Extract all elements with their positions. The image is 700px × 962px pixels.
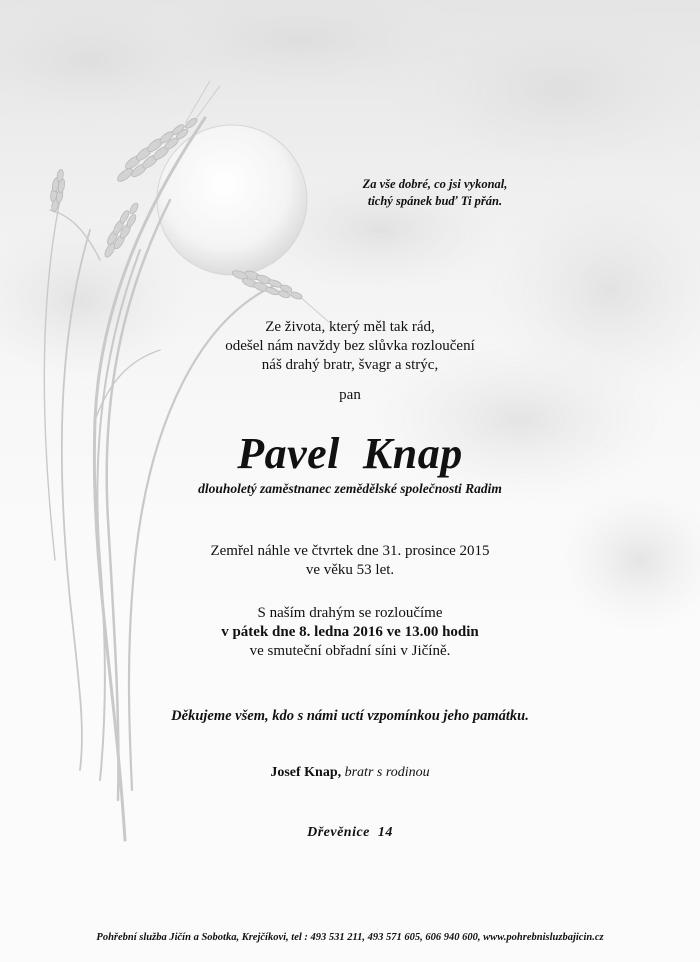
death-line-1: Zemřel náhle ve čtvrtek dne 31. prosince 2015 <box>210 543 490 559</box>
funeral-details <box>0 604 700 661</box>
motto-line-1: Za vše dobré, co jsi vykonal, <box>362 177 508 191</box>
family-signature <box>0 765 700 781</box>
family-address: Dřevěnice 14 <box>307 825 393 840</box>
family-relation: bratr s rodinou <box>344 765 430 780</box>
motto-verse <box>300 176 570 210</box>
death-announcement <box>0 542 700 580</box>
title-word: pan <box>339 387 361 403</box>
funeral-date-time: v pátek dne 8. ledna 2016 ve 13.00 hodin <box>221 624 479 640</box>
funeral-service-footer: Pohřební služba Jičín a Sobotka, Krejčíkovi, tel : 493 531 211, 493 571 605, 606 940 600, www.pohrebnisluzbajicin.cz <box>96 932 604 943</box>
motto-line-2: tichý spánek buď Ti přán. <box>367 194 503 208</box>
deceased-name: Pavel Knap <box>237 429 463 478</box>
death-line-2: ve věku 53 let. <box>305 562 395 578</box>
thanks-line: Děkujeme všem, kdo s námi uctí vzpomínkou jeho památku. <box>171 708 529 724</box>
intro-line-1: Ze života, který měl tak rád, <box>265 319 435 335</box>
funeral-venue: ve smuteční obřadní síni v Jičíně. <box>249 643 451 659</box>
deceased-occupation: dlouholetý zaměstnanec zemědělské společnosti Radim <box>198 481 502 496</box>
family-name: Josef Knap, <box>270 765 342 780</box>
intro-paragraph <box>0 318 700 375</box>
intro-line-2: odešel nám navždy bez slůvka rozloučení <box>225 338 475 354</box>
funeral-line-1: S naším drahým se rozloučíme <box>257 605 443 621</box>
intro-line-3: náš drahý bratr, švagr a strýc, <box>261 357 439 373</box>
